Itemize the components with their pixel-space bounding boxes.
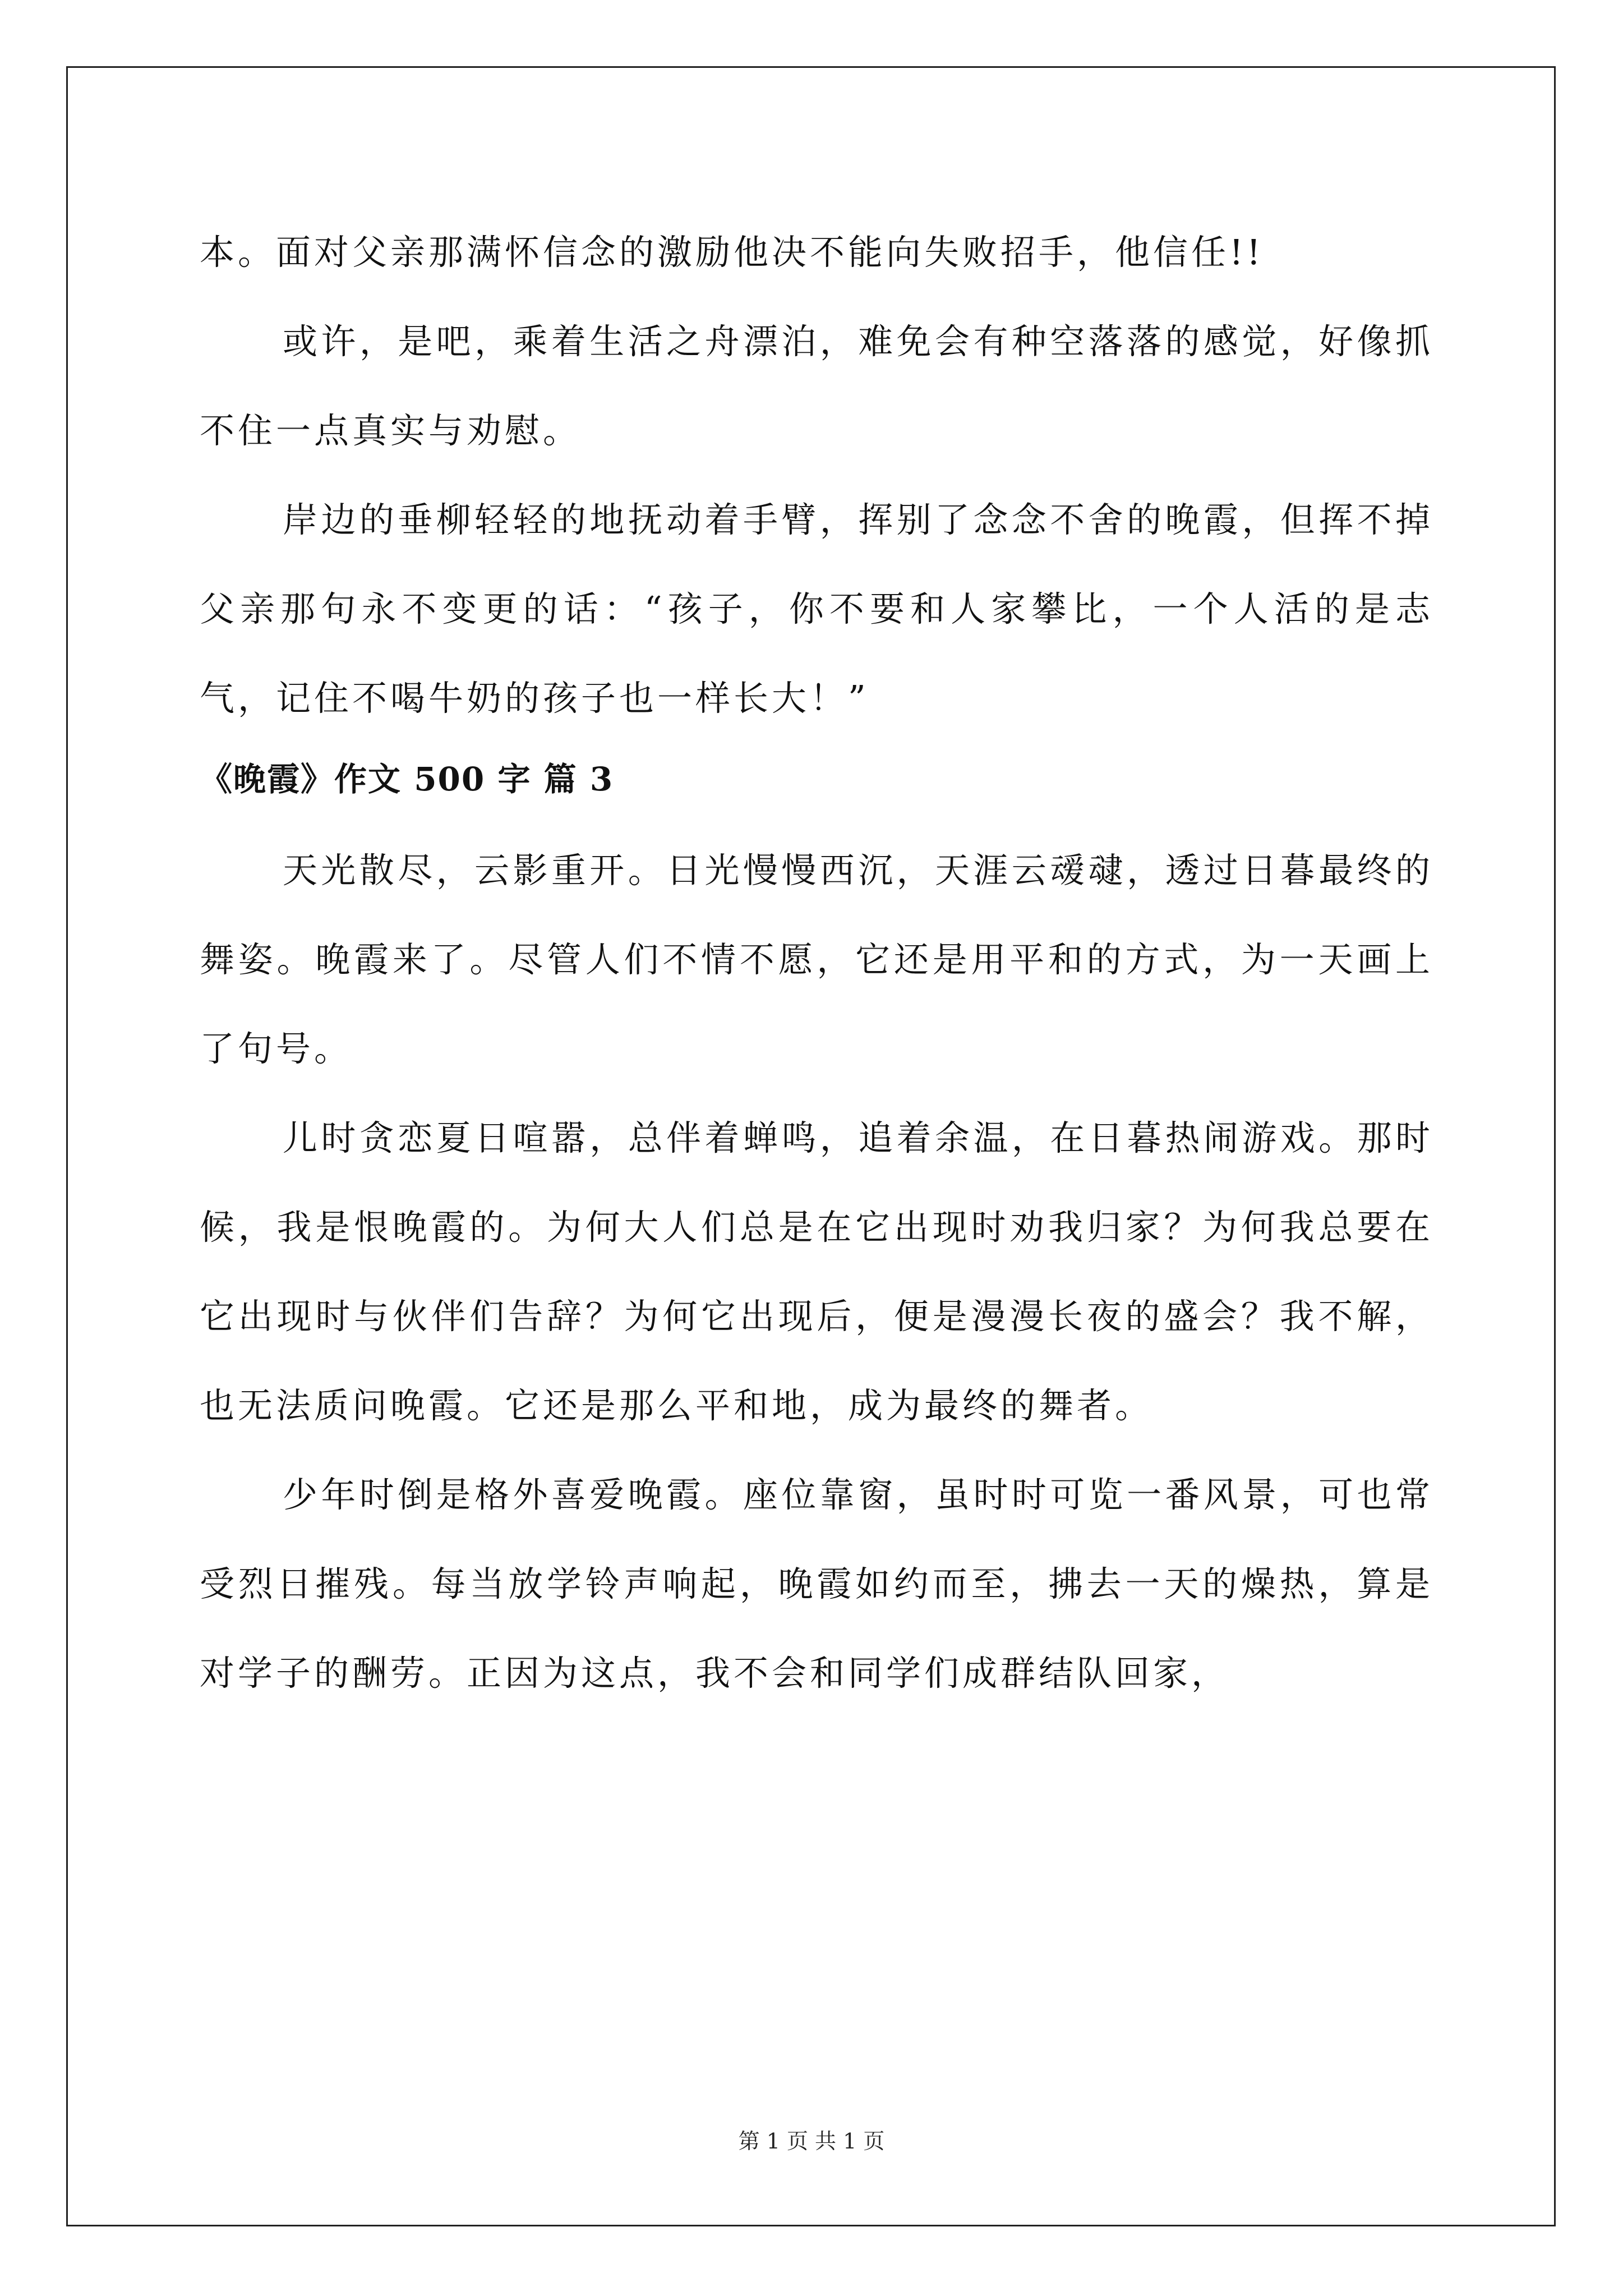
paragraph: 岸边的垂柳轻轻的地抚动着手臂，挥别了念念不舍的晚霞，但挥不掉父亲那句永不变更的话：“孩子，你不要和人家攀比，一个人活的是志气，记住不喝牛奶的孩子也一样长大！” (200, 499, 1433, 719)
paragraph: 儿时贪恋夏日喧嚣，总伴着蝉鸣，追着余温，在日暮热闹游戏。那时候，我是恨晚霞的。为何大人们总是在它出现时劝我归家？为何我总要在它出现时与伙伴们告辞？为何它出现后，便是漫漫长夜的盛会？我不解，也无法质问晚霞。它还是那么平和地，成为最终的舞者。 (200, 1117, 1433, 1426)
paragraph: 天光散尽，云影重开。日光慢慢西沉，天涯云叆叇，透过日暮最终的舞姿。晚霞来了。尽管人们不情不愿，它还是用平和的方式，为一天画上了句号。 (200, 850, 1433, 1069)
paragraph: 或许，是吧，乘着生活之舟漂泊，难免会有种空落落的感觉，好像抓不住一点真实与劝慰。 (200, 321, 1433, 451)
paragraph-continuation: 本。面对父亲那满怀信念的激励他决不能向失败招手，他信任!! (200, 232, 1264, 273)
page-footer: 第 1 页 共 1 页 (738, 2129, 885, 2154)
section-heading: 《晚霞》作文 500 字 篇 3 (200, 760, 614, 798)
paragraph: 少年时倒是格外喜爱晚霞。座位靠窗，虽时时可览一番风景，可也常受烈日摧残。每当放学铃声响起，晚霞如约而至，拂去一天的燥热，算是对学子的酬劳。正因为这点，我不会和同学们成群结队回家， (200, 1474, 1433, 1694)
document-body (200, 208, 1433, 1718)
